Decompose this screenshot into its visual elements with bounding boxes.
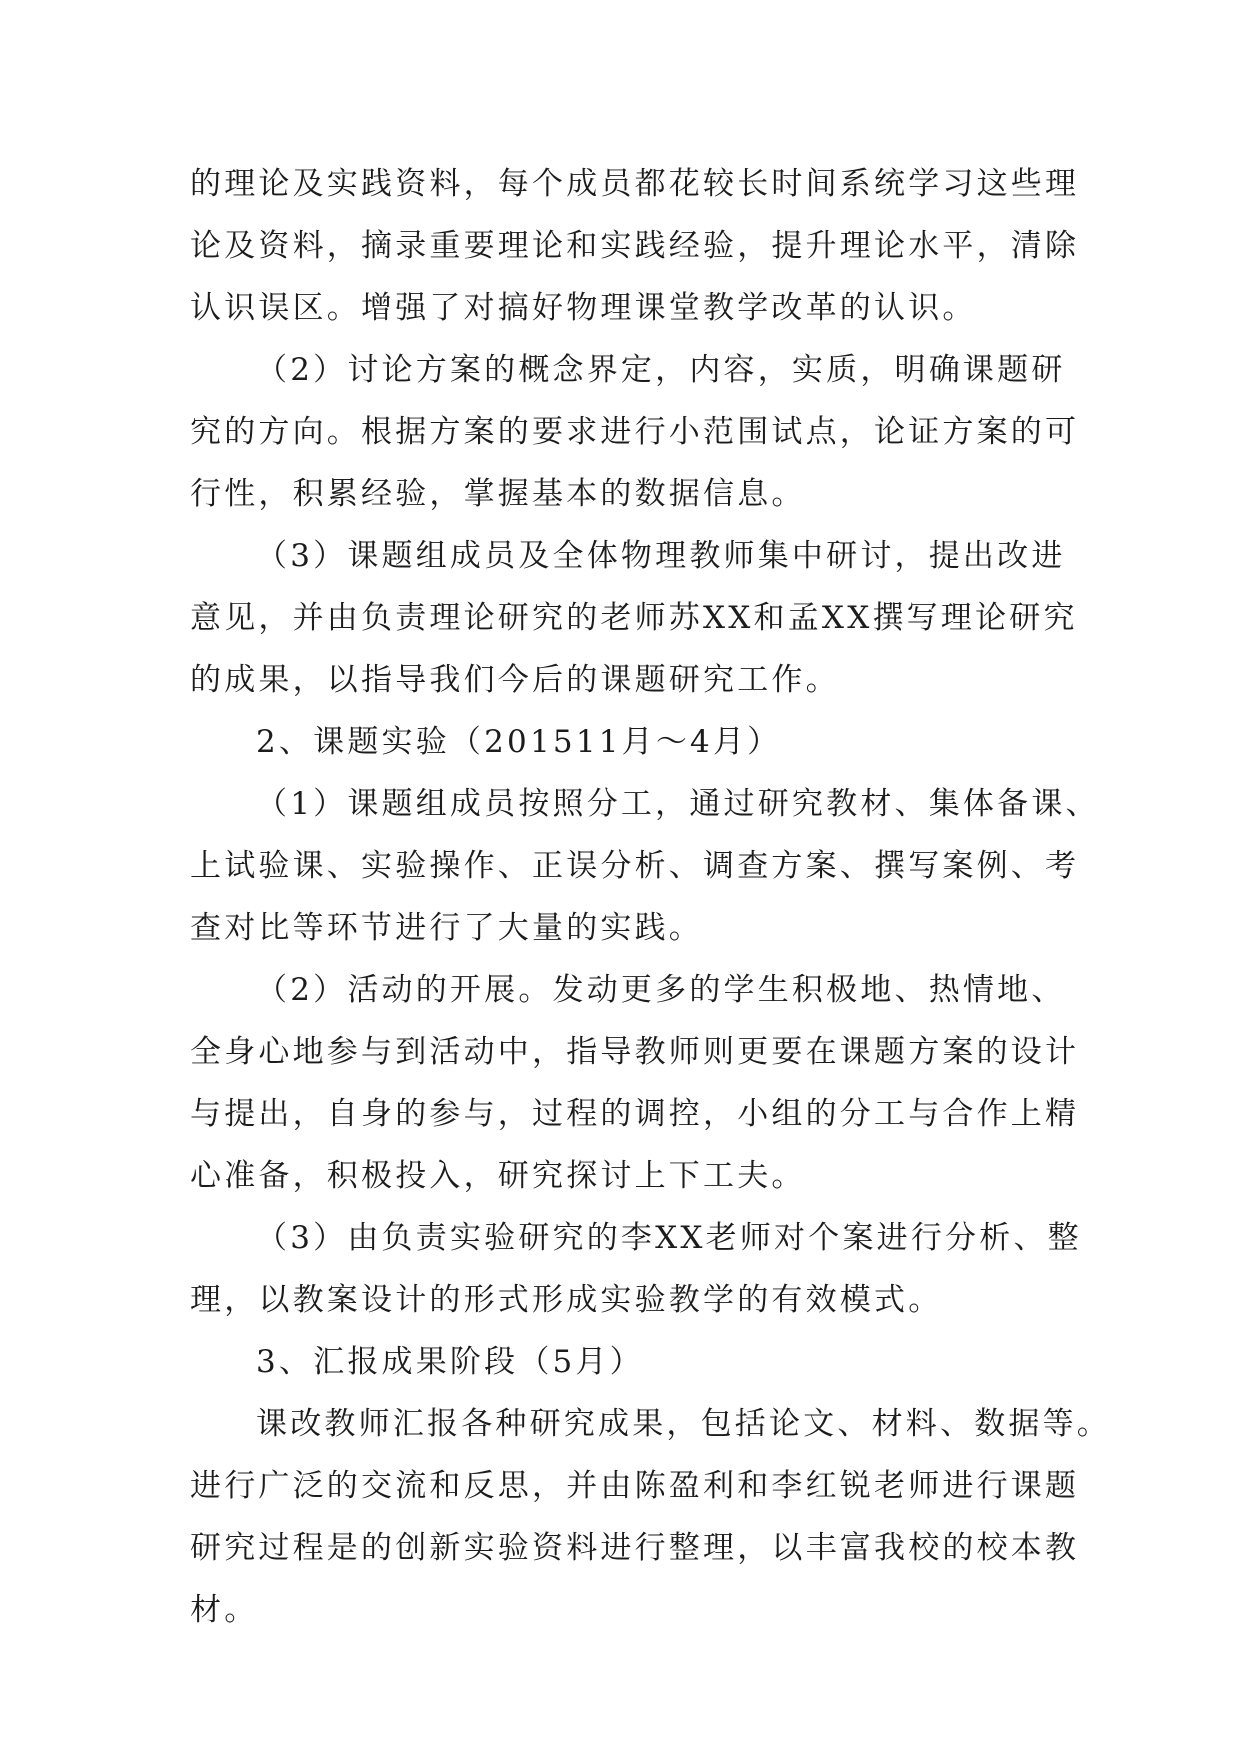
text-line: 论及资料，摘录重要理论和实践经验，提升理论水平，清除 bbox=[190, 228, 1080, 264]
text-line: 认识误区。增强了对搞好物理课堂教学改革的认识。 bbox=[190, 290, 977, 326]
text-line: （3）由负责实验研究的李XX老师对个案进行分析、整 bbox=[256, 1220, 1082, 1256]
text-line: 全身心地参与到活动中，指导教师则更要在课题方案的设计 bbox=[190, 1034, 1080, 1070]
text-line: 的理论及实践资料，每个成员都花较长时间系统学习这些理 bbox=[190, 166, 1080, 202]
text-line: 研究过程是的创新实验资料进行整理，以丰富我校的校本教 bbox=[190, 1530, 1080, 1566]
text-line: 的成果，以指导我们今后的课题研究工作。 bbox=[190, 662, 840, 698]
text-line: 心准备，积极投入，研究探讨上下工夫。 bbox=[190, 1158, 806, 1194]
text-line: 查对比等环节进行了大量的实践。 bbox=[190, 910, 703, 946]
text-line: （2）讨论方案的概念界定，内容，实质，明确课题研 bbox=[256, 352, 1066, 388]
text-line: 上试验课、实验操作、正误分析、调查方案、撰写案例、考 bbox=[190, 848, 1080, 884]
text-line: 材。 bbox=[190, 1592, 259, 1628]
text-line: （1）课题组成员按照分工，通过研究教材、集体备课、 bbox=[256, 786, 1100, 822]
text-line: （3）课题组成员及全体物理教师集中研讨，提出改进 bbox=[256, 538, 1066, 574]
section-heading: 2、课题实验（201511月～4月） bbox=[256, 724, 782, 760]
text-line: 与提出，自身的参与，过程的调控，小组的分工与合作上精 bbox=[190, 1096, 1080, 1132]
text-line: 行性，积累经验，掌握基本的数据信息。 bbox=[190, 476, 806, 512]
text-line: 理，以教案设计的形式形成实验教学的有效模式。 bbox=[190, 1282, 943, 1318]
text-line: （2）活动的开展。发动更多的学生积极地、热情地、 bbox=[256, 972, 1066, 1008]
text-line: 课改教师汇报各种研究成果，包括论文、材料、数据等。 bbox=[256, 1406, 1111, 1442]
section-heading: 3、汇报成果阶段（5月） bbox=[256, 1344, 644, 1380]
text-line: 究的方向。根据方案的要求进行小范围试点，论证方案的可 bbox=[190, 414, 1080, 450]
text-line: 意见，并由负责理论研究的老师苏XX和孟XX撰写理论研究 bbox=[190, 600, 1078, 636]
text-line: 进行广泛的交流和反思，并由陈盈利和李红锐老师进行课题 bbox=[190, 1468, 1080, 1504]
